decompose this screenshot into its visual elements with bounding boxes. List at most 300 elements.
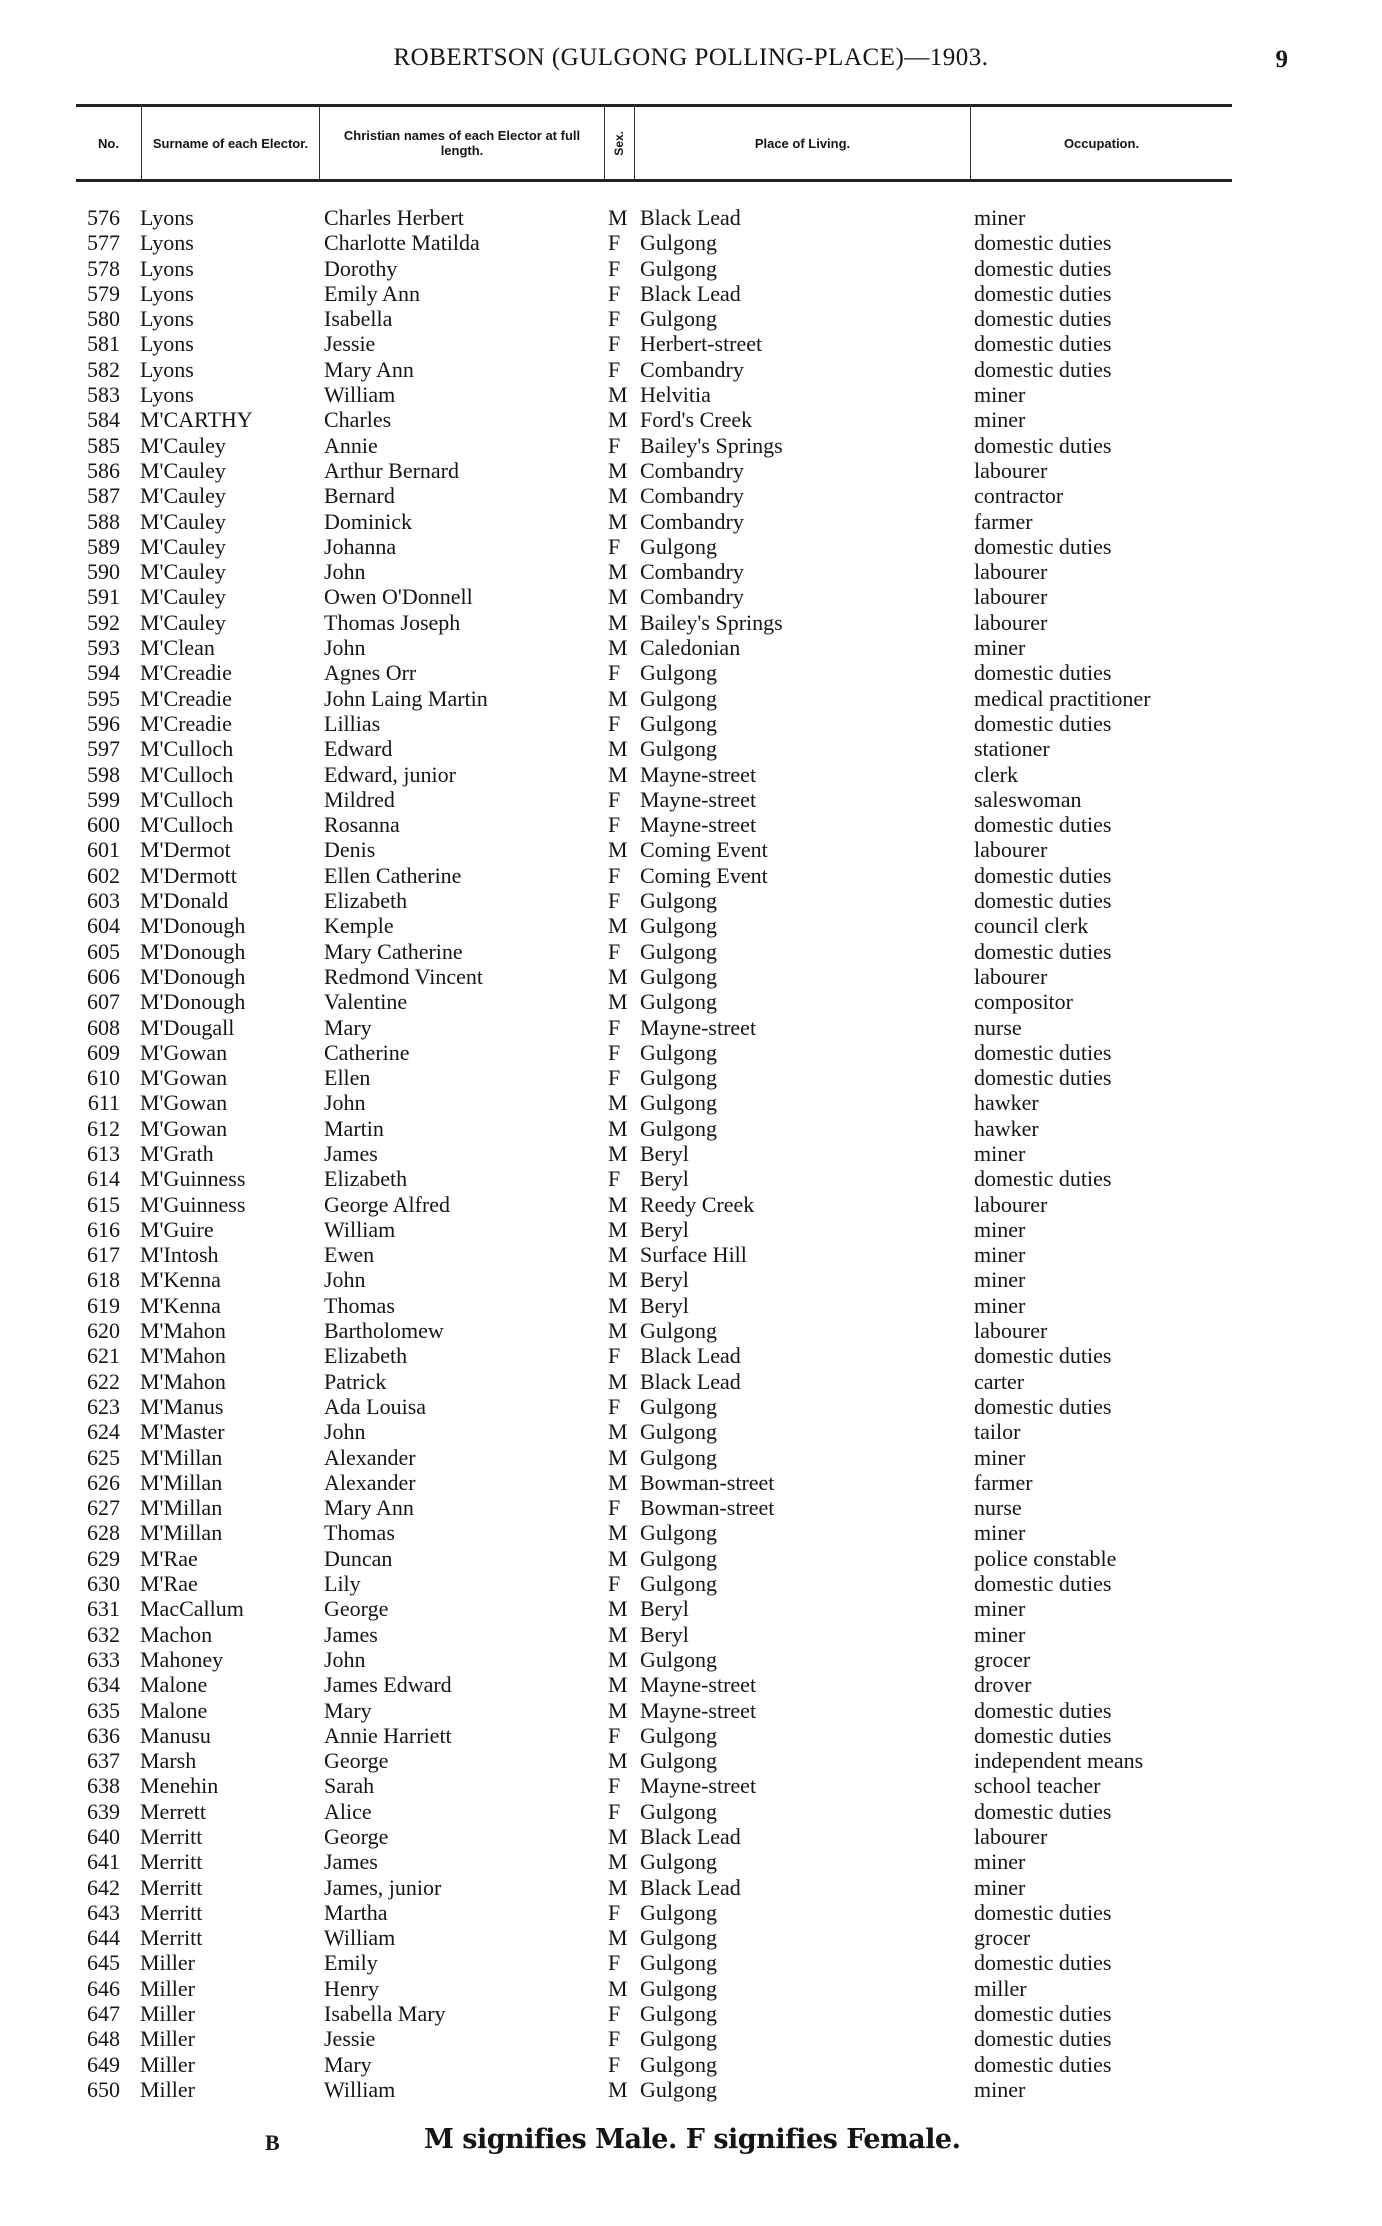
christian-names-cell: Duncan: [324, 1545, 393, 1571]
sex-cell: F: [608, 1899, 621, 1925]
place-of-living-cell: Black Lead: [640, 205, 741, 230]
row-number: 592: [87, 609, 120, 635]
table-row: [0, 1546, 1382, 1571]
row-number: 649: [87, 2051, 120, 2077]
place-of-living-cell: Gulgong: [640, 1039, 717, 1065]
table-row: [0, 2001, 1382, 2026]
christian-names-cell: Ada Louisa: [324, 1393, 427, 1419]
sex-cell: M: [608, 1419, 628, 1445]
christian-names-cell: Thomas Joseph: [324, 609, 461, 635]
row-number: 612: [87, 1115, 120, 1141]
sex-cell: F: [608, 1014, 621, 1040]
christian-names-cell: Mary Catherine: [324, 938, 463, 964]
row-number: 594: [87, 660, 120, 686]
occupation-cell: domestic duties: [974, 2001, 1112, 2027]
sex-cell: M: [608, 1318, 628, 1344]
row-number: 638: [87, 1773, 120, 1799]
table-row: [0, 812, 1382, 837]
christian-names-cell: Sarah: [324, 1773, 375, 1799]
place-of-living-cell: Surface Hill: [640, 1242, 747, 1268]
row-number: 615: [87, 1191, 120, 1217]
table-row: [0, 281, 1382, 306]
place-of-living-cell: Gulgong: [640, 2026, 717, 2052]
table-row: [0, 433, 1382, 458]
row-number: 640: [87, 1824, 120, 1849]
occupation-cell: miner: [974, 1849, 1026, 1875]
christian-names-cell: Redmond Vincent: [324, 963, 483, 989]
surname-cell: Miller: [140, 2076, 195, 2102]
christian-names-cell: Annie: [324, 432, 378, 458]
place-of-living-cell: Combandry: [640, 508, 744, 534]
row-number: 578: [87, 255, 120, 281]
table-row: [0, 1419, 1382, 1444]
christian-names-cell: John: [324, 1090, 366, 1116]
surname-cell: M'Guire: [140, 1216, 214, 1242]
sex-cell: F: [608, 1393, 621, 1419]
christian-names-cell: George: [324, 1824, 389, 1849]
christian-names-cell: Catherine: [324, 1039, 410, 1065]
sex-cell: M: [608, 407, 628, 433]
place-of-living-cell: Gulgong: [640, 1545, 717, 1571]
surname-cell: M'Millan: [140, 1444, 223, 1470]
sex-cell: M: [608, 1824, 628, 1849]
row-number: 585: [87, 432, 120, 458]
surname-cell: Malone: [140, 1672, 208, 1698]
christian-names-cell: John Laing Martin: [324, 685, 488, 711]
surname-cell: Miller: [140, 1975, 195, 2001]
occupation-cell: miner: [974, 2076, 1026, 2102]
christian-names-cell: John: [324, 1646, 366, 1672]
occupation-cell: police constable: [974, 1545, 1117, 1571]
christian-names-cell: Emily: [324, 1950, 378, 1976]
row-number: 608: [87, 1014, 120, 1040]
surname-cell: Lyons: [140, 382, 194, 408]
occupation-cell: labourer: [974, 457, 1048, 483]
sex-cell: M: [608, 1621, 628, 1647]
surname-cell: Lyons: [140, 356, 194, 382]
christian-names-cell: Edward: [324, 736, 393, 762]
occupation-cell: domestic duties: [974, 938, 1112, 964]
row-number: 604: [87, 913, 120, 939]
column-header-row: [76, 104, 1232, 182]
place-of-living-cell: Gulgong: [640, 710, 717, 736]
place-of-living-cell: Black Lead: [640, 1824, 741, 1849]
row-number: 605: [87, 938, 120, 964]
table-row: [0, 1343, 1382, 1368]
table-row: [0, 2077, 1382, 2102]
christian-names-cell: Henry: [324, 1975, 379, 2001]
occupation-cell: medical practitioner: [974, 685, 1151, 711]
table-row: [0, 1900, 1382, 1925]
occupation-cell: clerk: [974, 761, 1018, 787]
table-row: [0, 584, 1382, 609]
sex-cell: M: [608, 1545, 628, 1571]
place-of-living-cell: Beryl: [640, 1596, 689, 1622]
place-of-living-cell: Gulgong: [640, 1520, 717, 1546]
christian-names-cell: Alexander: [324, 1444, 416, 1470]
christian-names-cell: Denis: [324, 837, 376, 863]
sex-cell: M: [608, 1191, 628, 1217]
sex-cell: M: [608, 1368, 628, 1394]
christian-names-cell: Mary: [324, 2051, 372, 2077]
surname-cell: Marsh: [140, 1748, 197, 1774]
row-number: 643: [87, 1899, 120, 1925]
sex-cell: F: [608, 533, 621, 559]
christian-names-cell: William: [324, 382, 396, 408]
christian-names-cell: Annie Harriett: [324, 1722, 452, 1748]
christian-names-cell: Elizabeth: [324, 1343, 408, 1369]
christian-names-cell: Ewen: [324, 1242, 375, 1268]
christian-names-cell: Lillias: [324, 710, 381, 736]
christian-names-cell: John: [324, 635, 366, 661]
sex-cell: F: [608, 1166, 621, 1192]
surname-cell: Merritt: [140, 1925, 203, 1951]
occupation-cell: labourer: [974, 1191, 1048, 1217]
christian-names-cell: John: [324, 1419, 366, 1445]
row-number: 598: [87, 761, 120, 787]
place-of-living-cell: Gulgong: [640, 888, 717, 914]
sex-cell: F: [608, 710, 621, 736]
sex-cell: M: [608, 1925, 628, 1951]
row-number: 597: [87, 736, 120, 762]
occupation-cell: miner: [974, 1596, 1026, 1622]
table-row: [0, 1040, 1382, 1065]
table-row: [0, 635, 1382, 660]
row-number: 613: [87, 1140, 120, 1166]
table-row: [0, 1748, 1382, 1773]
sex-cell: M: [608, 1975, 628, 2001]
place-of-living-cell: Caledonian: [640, 635, 741, 661]
place-of-living-cell: Gulgong: [640, 660, 717, 686]
occupation-cell: domestic duties: [974, 533, 1112, 559]
place-of-living-cell: Gulgong: [640, 1444, 717, 1470]
row-number: 591: [87, 584, 120, 610]
sex-cell: F: [608, 1773, 621, 1799]
sex-cell: M: [608, 913, 628, 939]
table-row: [0, 1015, 1382, 1040]
christian-names-cell: William: [324, 1925, 396, 1951]
surname-cell: M'Cauley: [140, 508, 226, 534]
row-number: 645: [87, 1950, 120, 1976]
place-of-living-cell: Gulgong: [640, 230, 717, 256]
surname-cell: M'Kenna: [140, 1292, 221, 1318]
sex-cell: M: [608, 2076, 628, 2102]
christian-names-cell: Patrick: [324, 1368, 387, 1394]
table-row: [0, 1849, 1382, 1874]
sex-cell: F: [608, 280, 621, 306]
christian-names-cell: Mary: [324, 1014, 372, 1040]
sex-cell: M: [608, 1090, 628, 1116]
row-number: 607: [87, 989, 120, 1015]
occupation-cell: miner: [974, 382, 1026, 408]
place-of-living-cell: Gulgong: [640, 1419, 717, 1445]
place-of-living-cell: Beryl: [640, 1216, 689, 1242]
place-of-living-cell: Bowman-street: [640, 1495, 775, 1521]
table-row: [0, 1192, 1382, 1217]
place-of-living-cell: Gulgong: [640, 1975, 717, 2001]
christian-names-cell: Bernard: [324, 483, 395, 509]
page-number: 9: [1275, 46, 1288, 73]
row-number: 622: [87, 1368, 120, 1394]
table-row: [0, 989, 1382, 1014]
surname-cell: M'Cauley: [140, 609, 226, 635]
surname-cell: M'Cauley: [140, 457, 226, 483]
occupation-cell: compositor: [974, 989, 1073, 1015]
occupation-cell: domestic duties: [974, 710, 1112, 736]
occupation-cell: labourer: [974, 1318, 1048, 1344]
sex-cell: M: [608, 382, 628, 408]
table-row: [0, 837, 1382, 862]
place-of-living-cell: Gulgong: [640, 913, 717, 939]
sex-cell: M: [608, 989, 628, 1015]
table-row: [0, 1065, 1382, 1090]
occupation-cell: grocer: [974, 1925, 1031, 1951]
surname-cell: M'Manus: [140, 1393, 224, 1419]
table-row: [0, 1875, 1382, 1900]
surname-cell: Merritt: [140, 1874, 203, 1900]
place-of-living-cell: Gulgong: [640, 306, 717, 332]
christian-names-cell: James: [324, 1621, 378, 1647]
place-of-living-cell: Gulgong: [640, 533, 717, 559]
christian-names-cell: Bartholomew: [324, 1318, 444, 1344]
surname-cell: M'Gowan: [140, 1039, 228, 1065]
christian-names-cell: Edward, junior: [324, 761, 456, 787]
place-of-living-cell: Gulgong: [640, 1849, 717, 1875]
sex-cell: M: [608, 1115, 628, 1141]
row-number: 621: [87, 1343, 120, 1369]
christian-names-cell: Dorothy: [324, 255, 398, 281]
occupation-cell: miner: [974, 1621, 1026, 1647]
occupation-cell: domestic duties: [974, 812, 1112, 838]
sex-cell: M: [608, 761, 628, 787]
column-header-sex: [605, 107, 635, 179]
row-number: 614: [87, 1166, 120, 1192]
place-of-living-cell: Gulgong: [640, 989, 717, 1015]
row-number: 603: [87, 888, 120, 914]
christian-names-cell: Dominick: [324, 508, 412, 534]
occupation-cell: miner: [974, 1444, 1026, 1470]
sex-cell: F: [608, 888, 621, 914]
surname-cell: Lyons: [140, 331, 194, 357]
table-row: [0, 1267, 1382, 1292]
surname-cell: M'Cauley: [140, 533, 226, 559]
sex-cell: M: [608, 1697, 628, 1723]
table-row: [0, 509, 1382, 534]
sex-cell: F: [608, 1039, 621, 1065]
surname-cell: Menehin: [140, 1773, 219, 1799]
sex-cell: M: [608, 1748, 628, 1774]
christian-names-cell: Ellen Catherine: [324, 862, 462, 888]
place-of-living-cell: Combandry: [640, 483, 744, 509]
occupation-cell: stationer: [974, 736, 1050, 762]
christian-names-cell: Arthur Bernard: [324, 457, 460, 483]
table-row: [0, 762, 1382, 787]
christian-names-cell: Agnes Orr: [324, 660, 417, 686]
sex-cell: M: [608, 1444, 628, 1470]
table-row: [0, 1824, 1382, 1849]
place-of-living-cell: Mayne-street: [640, 1672, 757, 1698]
surname-cell: Merrett: [140, 1798, 206, 1824]
occupation-cell: domestic duties: [974, 2026, 1112, 2052]
sex-cell: F: [608, 1343, 621, 1369]
surname-cell: M'Culloch: [140, 736, 234, 762]
place-of-living-cell: Combandry: [640, 457, 744, 483]
surname-cell: M'Donough: [140, 989, 246, 1015]
surname-cell: M'Culloch: [140, 761, 234, 787]
occupation-cell: nurse: [974, 1495, 1022, 1521]
row-number: 588: [87, 508, 120, 534]
christian-names-cell: James: [324, 1140, 378, 1166]
row-number: 584: [87, 407, 120, 433]
elector-list: [0, 205, 1382, 2102]
surname-cell: M'Kenna: [140, 1267, 221, 1293]
occupation-cell: tailor: [974, 1419, 1021, 1445]
sex-cell: M: [608, 609, 628, 635]
surname-cell: M'Rae: [140, 1571, 198, 1597]
row-number: 650: [87, 2076, 120, 2102]
table-row: [0, 1495, 1382, 1520]
sex-cell: M: [608, 1292, 628, 1318]
row-number: 586: [87, 457, 120, 483]
surname-cell: M'Guinness: [140, 1191, 246, 1217]
occupation-cell: labourer: [974, 559, 1048, 585]
sex-legend-note: M signifies Male. F signifies Female.: [424, 2124, 961, 2155]
place-of-living-cell: Combandry: [640, 559, 744, 585]
table-row: [0, 230, 1382, 255]
christian-names-cell: Jessie: [324, 331, 376, 357]
christian-names-cell: Elizabeth: [324, 1166, 408, 1192]
christian-names-cell: Alice: [324, 1798, 372, 1824]
row-number: 619: [87, 1292, 120, 1318]
row-number: 610: [87, 1065, 120, 1091]
christian-names-cell: Isabella Mary: [324, 2001, 446, 2027]
place-of-living-cell: Gulgong: [640, 1798, 717, 1824]
table-row: [0, 1090, 1382, 1115]
christian-names-cell: James: [324, 1849, 378, 1875]
table-row: [0, 1925, 1382, 1950]
row-number: 593: [87, 635, 120, 661]
place-of-living-cell: Gulgong: [640, 736, 717, 762]
column-header-no: No.: [76, 107, 142, 179]
christian-names-cell: Johanna: [324, 533, 397, 559]
table-row: [0, 1622, 1382, 1647]
row-number: 641: [87, 1849, 120, 1875]
table-row: [0, 1520, 1382, 1545]
christian-names-cell: George: [324, 1748, 389, 1774]
surname-cell: M'Gowan: [140, 1090, 228, 1116]
place-of-living-cell: Helvitia: [640, 382, 711, 408]
row-number: 633: [87, 1646, 120, 1672]
column-header-occupation: Occupation.: [1063, 135, 1140, 151]
occupation-cell: domestic duties: [974, 2051, 1112, 2077]
row-number: 625: [87, 1444, 120, 1470]
occupation-cell: domestic duties: [974, 1697, 1112, 1723]
sex-cell: M: [608, 1672, 628, 1698]
surname-cell: Merritt: [140, 1849, 203, 1875]
christian-names-cell: Mary: [324, 1697, 372, 1723]
occupation-cell: nurse: [974, 1014, 1022, 1040]
table-row: [0, 407, 1382, 432]
table-row: [0, 1242, 1382, 1267]
row-number: 639: [87, 1798, 120, 1824]
table-row: [0, 559, 1382, 584]
occupation-cell: miner: [974, 1520, 1026, 1546]
table-row: [0, 686, 1382, 711]
surname-cell: M'Millan: [140, 1520, 223, 1546]
christian-names-cell: Alexander: [324, 1469, 416, 1495]
table-row: [0, 1672, 1382, 1697]
row-number: 577: [87, 230, 120, 256]
row-number: 617: [87, 1242, 120, 1268]
table-row: [0, 256, 1382, 281]
sex-cell: F: [608, 660, 621, 686]
christian-names-cell: John: [324, 559, 366, 585]
surname-cell: M'Millan: [140, 1495, 223, 1521]
row-number: 589: [87, 533, 120, 559]
occupation-cell: domestic duties: [974, 1950, 1112, 1976]
place-of-living-cell: Mayne-street: [640, 812, 757, 838]
row-number: 646: [87, 1975, 120, 2001]
place-of-living-cell: Gulgong: [640, 2076, 717, 2102]
christian-names-cell: Mildred: [324, 786, 395, 812]
place-of-living-cell: Bowman-street: [640, 1469, 775, 1495]
surname-cell: Miller: [140, 2001, 195, 2027]
table-row: [0, 1470, 1382, 1495]
christian-names-cell: Isabella: [324, 306, 393, 332]
table-row: [0, 331, 1382, 356]
occupation-cell: miner: [974, 205, 1026, 230]
surname-cell: Miller: [140, 1950, 195, 1976]
row-number: 601: [87, 837, 120, 863]
sex-cell: M: [608, 1874, 628, 1900]
place-of-living-cell: Mayne-street: [640, 786, 757, 812]
occupation-cell: hawker: [974, 1090, 1039, 1116]
surname-cell: Mahoney: [140, 1646, 224, 1672]
surname-cell: M'Creadie: [140, 710, 232, 736]
place-of-living-cell: Beryl: [640, 1267, 689, 1293]
surname-cell: Merritt: [140, 1899, 203, 1925]
table-row: [0, 1293, 1382, 1318]
row-number: 606: [87, 963, 120, 989]
sex-cell: M: [608, 1140, 628, 1166]
row-number: 616: [87, 1216, 120, 1242]
christian-names-cell: Kemple: [324, 913, 394, 939]
table-row: [0, 1369, 1382, 1394]
row-number: 644: [87, 1925, 120, 1951]
place-of-living-cell: Ford's Creek: [640, 407, 753, 433]
sex-cell: M: [608, 1646, 628, 1672]
row-number: 600: [87, 812, 120, 838]
sex-cell: F: [608, 2051, 621, 2077]
row-number: 648: [87, 2026, 120, 2052]
surname-cell: M'Cauley: [140, 584, 226, 610]
occupation-cell: domestic duties: [974, 1722, 1112, 1748]
occupation-cell: miller: [974, 1975, 1027, 2001]
table-row: [0, 1596, 1382, 1621]
table-row: [0, 357, 1382, 382]
occupation-cell: domestic duties: [974, 888, 1112, 914]
occupation-cell: miner: [974, 1267, 1026, 1293]
table-row: [0, 1141, 1382, 1166]
christian-names-cell: Charles Herbert: [324, 205, 464, 230]
place-of-living-cell: Beryl: [640, 1621, 689, 1647]
christian-names-cell: James, junior: [324, 1874, 442, 1900]
occupation-cell: domestic duties: [974, 1343, 1112, 1369]
occupation-cell: domestic duties: [974, 306, 1112, 332]
sex-cell: F: [608, 938, 621, 964]
row-number: 626: [87, 1469, 120, 1495]
christian-names-cell: John: [324, 1267, 366, 1293]
